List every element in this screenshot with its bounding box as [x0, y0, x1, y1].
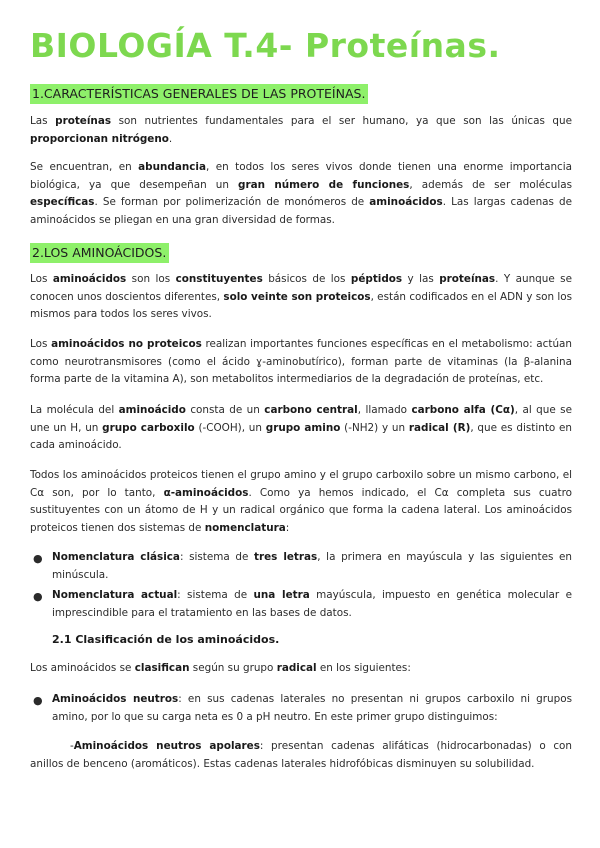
paragraph-proteins-intro: Las proteínas son nutrientes fundamentales para el ser humano, ya que son las únicas que proporcionan nitrógeno.: [30, 115, 573, 145]
bold-term: específicas: [30, 196, 95, 208]
bold-term: clasifican: [134, 662, 190, 674]
bold-term: Nomenclatura actual: [52, 589, 178, 601]
bold-term: abundancia: [138, 161, 206, 173]
paragraph-alpha-aminoacids: Todos los aminoácidos proteicos tienen el grupo amino y el grupo carboxilo sobre un mismo carbono, el Cα son, por lo tanto, α-aminoácidos. Como ya hemos indicado, el Cα completa sus cuatro sustituyentes con un átomo de H y un radical orgánico que forma la cadena lateral. Los aminoácidos proteicos tienen dos sistemas de nomenclatura:: [30, 469, 572, 534]
list-item-neutral-aminoacids: Aminoácidos neutros: en sus cadenas laterales no presentan ni grupos carboxilo ni grupos amino, por lo que su carga neta es 0 a pH neutro. En este primer grupo distinguimos:: [52, 693, 572, 723]
bold-term: proporcionan nitrógeno: [30, 132, 169, 145]
bold-term: proteínas: [55, 115, 112, 127]
paragraph-non-protein-aminoacids: Los aminoácidos no proteicos realizan importantes funciones específicas en el metabolismo: actúan como neurotransmisores (como el ácido ɣ-aminobutírico), forman parte de vitaminas (la β-alanina forma parte de la vitamina A), son metabolitos intermediarios de la degradación de proteínas, etc.: [30, 338, 572, 385]
bold-term: Nomenclatura clásica: [52, 551, 180, 563]
section-heading-2: 2.LOS AMINOÁCIDOS.: [30, 243, 169, 263]
bold-term: aminoácidos: [369, 196, 443, 208]
paragraph-classification: Los aminoácidos se clasifican según su grupo radical en los siguientes:: [30, 662, 411, 674]
bold-term: proteínas: [439, 273, 496, 285]
bold-term: una letra: [253, 589, 310, 601]
bold-term: grupo carboxilo: [102, 421, 195, 434]
bullet-icon: ●: [33, 694, 43, 707]
bold-term: carbono central: [264, 404, 358, 416]
bold-term: constituyentes: [175, 273, 263, 285]
bold-term: grupo amino: [265, 421, 341, 434]
bold-term: Aminoácidos neutros apolares: [73, 740, 260, 752]
bold-term: gran número de funciones: [238, 178, 410, 191]
bullet-icon: ●: [33, 552, 43, 565]
bold-term: nomenclatura: [204, 521, 286, 534]
bold-term: Aminoácidos neutros: [52, 693, 179, 705]
bullet-icon: ●: [33, 590, 43, 603]
bold-term: aminoácidos: [52, 273, 127, 285]
bold-term: carbono alfa (Cα): [411, 404, 515, 416]
bold-term: radical: [276, 662, 317, 674]
list-item-classic-nomenclature: Nomenclatura clásica: sistema de tres letras, la primera en mayúscula y las siguientes en minúscula.: [52, 551, 573, 581]
paragraph-molecule-structure: La molécula del aminoácido consta de un carbono central, llamado carbono alfa (Cα), al que se une un H, un grupo carboxilo (-COOH), un grupo amino (-NH2) y un radical (R), que es distinto en cada aminoácido.: [30, 404, 573, 451]
list-item-current-nomenclature: Nomenclatura actual: sistema de una letra mayúscula, impuesto en genética molecular e imprescindible para el tratamiento en las bases de datos.: [52, 589, 572, 619]
paragraph-aminoacids: Los aminoácidos son los constituyentes básicos de los péptidos y las proteínas. Y aunque se conocen unos doscientos diferentes, solo veinte son proteicos, están codificados en el ADN y son los mismos para todos los seres vivos.: [30, 273, 573, 320]
section-heading-1: 1.CARACTERÍSTICAS GENERALES DE LAS PROTEÍNAS.: [30, 84, 368, 104]
paragraph-apolar-aminoacids: -Aminoácidos neutros apolares: presentan cadenas alifáticas (hidrocarbonadas) o con anillos de benceno (aromáticos). Estas cadenas laterales hidrofóbicas disminuyen su solubilidad.: [30, 740, 573, 770]
page-title: BIOLOGÍA T.4- Proteínas.: [30, 26, 501, 65]
paragraph-abundance: Se encuentran, en abundancia, en todos los seres vivos donde tienen una enorme importancia biológica, ya que desempeñan un gran número de funciones, además de ser moléculas específicas. Se forman por polimerización de monómeros de aminoácidos. Las largas cadenas de aminoácidos se pliegan en una gran diversidad de formas.: [30, 161, 573, 226]
bold-term: tres letras: [254, 551, 318, 563]
bold-term: aminoácido: [118, 404, 186, 416]
bold-term: α-aminoácidos: [163, 486, 249, 499]
subheading-classification: 2.1 Clasificación de los aminoácidos.: [52, 633, 280, 646]
bold-term: solo veinte son proteicos: [223, 290, 371, 303]
bold-term: aminoácidos no proteicos: [51, 338, 202, 350]
bold-term: péptidos: [350, 273, 403, 285]
bold-term: radical (R): [408, 421, 471, 434]
